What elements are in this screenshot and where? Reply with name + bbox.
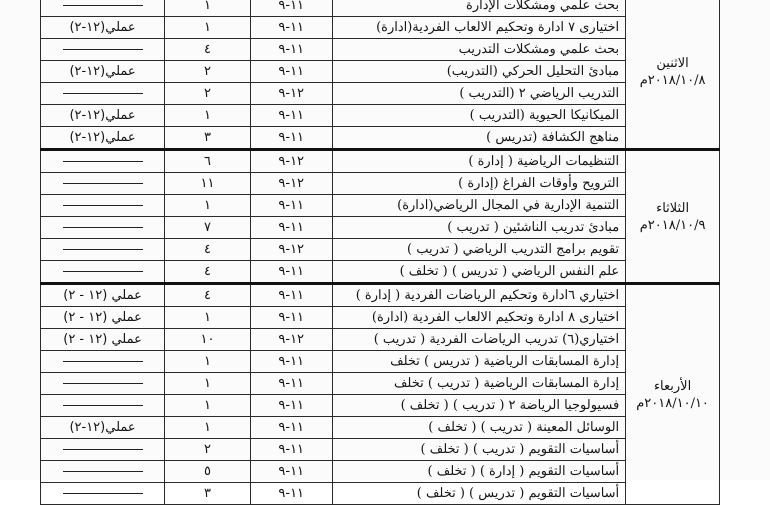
- time-cell: ١١-٩: [250, 284, 332, 307]
- note-cell: [41, 83, 165, 105]
- subject-cell: التنمية الإدارية في المجال الرياضي(ادارة): [332, 195, 626, 217]
- note-cell: [41, 373, 165, 395]
- note-cell: [41, 483, 165, 505]
- empty-note-dash: [63, 205, 143, 206]
- time-cell: ١٢-٩: [250, 150, 332, 173]
- subject-cell: مناهج الكشافة (تدريس ): [332, 127, 626, 150]
- note-cell: عملي(١٢-٢): [41, 417, 165, 439]
- note-cell: [41, 261, 165, 284]
- time-cell: ١٢-٩: [250, 239, 332, 261]
- hall-cell: ١: [165, 17, 251, 39]
- day-name: الاثنين: [656, 55, 689, 71]
- schedule-row: [41, 0, 720, 17]
- schedule-row: [41, 373, 720, 395]
- exam-schedule-table: [40, 0, 720, 505]
- day-name: الثلاثاء: [656, 200, 690, 216]
- hall-cell: ٤: [165, 39, 251, 61]
- note-cell: عملي(١٢-٢): [41, 61, 165, 83]
- hall-cell: ١١: [165, 173, 251, 195]
- time-cell: ١١-٩: [250, 351, 332, 373]
- empty-note-dash: [63, 227, 143, 228]
- note-cell: [41, 173, 165, 195]
- time-cell: ١١-٩: [250, 17, 332, 39]
- time-cell: ١٢-٩: [250, 173, 332, 195]
- schedule-row: [41, 261, 720, 284]
- schedule-row: [41, 173, 720, 195]
- empty-note-dash: [63, 249, 143, 250]
- schedule-row: [41, 461, 720, 483]
- hall-cell: ١: [165, 307, 251, 329]
- time-cell: ١١-٩: [250, 195, 332, 217]
- schedule-row: [41, 395, 720, 417]
- schedule-row: [41, 284, 720, 307]
- day-date: ٢٠١٨/١٠/٩م: [639, 217, 706, 233]
- note-cell: عملي (١٢ - ٢): [41, 284, 165, 307]
- time-cell: ١١-٩: [250, 307, 332, 329]
- note-cell: [41, 439, 165, 461]
- hall-cell: ٤: [165, 261, 251, 284]
- subject-cell: تقويم برامج التدريب الرياضي ( تدريب ): [332, 239, 626, 261]
- empty-note-dash: [63, 93, 143, 94]
- time-cell: ١١-٩: [250, 461, 332, 483]
- hall-cell: ٧: [165, 217, 251, 239]
- note-cell: [41, 239, 165, 261]
- subject-cell: التدريب الرياضي ٢ (التدريب ): [332, 83, 626, 105]
- note-cell: عملي (١٢ - ٢): [41, 307, 165, 329]
- empty-note-dash: [63, 471, 143, 472]
- subject-cell: التنظيمات الرياضية ( إدارة ): [332, 150, 626, 173]
- day-name: الأربعاء: [653, 378, 692, 394]
- empty-note-dash: [63, 493, 143, 494]
- day-cell: [626, 150, 720, 284]
- time-cell: ١١-٩: [250, 39, 332, 61]
- time-cell: ١١-٩: [250, 439, 332, 461]
- subject-cell: مبادئ تدريب الناشئين ( تدريب ): [332, 217, 626, 239]
- subject-cell: إدارة المسابقات الرياضية ( تدريب ) تخلف: [332, 373, 626, 395]
- hall-cell: ١٠: [165, 329, 251, 351]
- note-cell: [41, 461, 165, 483]
- note-cell: [41, 39, 165, 61]
- schedule-row: [41, 351, 720, 373]
- time-cell: ١١-٩: [250, 127, 332, 150]
- time-cell: ١١-٩: [250, 373, 332, 395]
- hall-cell: ١: [165, 105, 251, 127]
- subject-cell: اختياري ٦ادارة وتحكيم الرياضات الفردية ( إدارة ): [332, 284, 626, 307]
- subject-cell: علم النفس الرياضي ( تدريس ) ( تخلف ): [332, 261, 626, 284]
- empty-note-dash: [63, 383, 143, 384]
- time-cell: ١١-٩: [250, 261, 332, 284]
- schedule-row: [41, 195, 720, 217]
- time-cell: ١١-٩: [250, 417, 332, 439]
- note-cell: [41, 0, 165, 17]
- schedule-row: [41, 127, 720, 150]
- day-date: ٢٠١٨/١٠/٨م: [639, 72, 706, 88]
- time-cell: ١٢-٩: [250, 329, 332, 351]
- hall-cell: ٣: [165, 127, 251, 150]
- time-cell: ١٢-٩: [250, 83, 332, 105]
- time-cell: ١١-٩: [250, 0, 332, 17]
- time-cell: ١١-٩: [250, 217, 332, 239]
- hall-cell: ١: [165, 195, 251, 217]
- schedule-row: [41, 17, 720, 39]
- empty-note-dash: [63, 161, 143, 162]
- hall-cell: ١: [165, 0, 251, 17]
- hall-cell: ٤: [165, 284, 251, 307]
- schedule-row: [41, 417, 720, 439]
- note-cell: عملي(١٢-٢): [41, 17, 165, 39]
- time-cell: ١١-٩: [250, 61, 332, 83]
- hall-cell: ٣: [165, 483, 251, 505]
- subject-cell: فسيولوجيا الرياضة ٢ ( تدريب ) ( تخلف ): [332, 395, 626, 417]
- hall-cell: ١: [165, 351, 251, 373]
- empty-note-dash: [63, 183, 143, 184]
- hall-cell: ٢: [165, 439, 251, 461]
- schedule-row: [41, 483, 720, 505]
- day-cell: [626, 284, 720, 505]
- subject-cell: اختياري(٦) تدريب الرياضات الفردية ( تدريب ): [332, 329, 626, 351]
- note-cell: عملي (١٢ - ٢): [41, 329, 165, 351]
- schedule-row: [41, 439, 720, 461]
- note-cell: عملي(١٢-٢): [41, 127, 165, 150]
- hall-cell: ٥: [165, 461, 251, 483]
- hall-cell: ١: [165, 373, 251, 395]
- subject-cell: مبادئ التحليل الحركي (التدريب): [332, 61, 626, 83]
- time-cell: ١١-٩: [250, 395, 332, 417]
- subject-cell: اختيارى ٨ ادارة وتحكيم الالعاب الفردية (ادارة): [332, 307, 626, 329]
- empty-note-dash: [63, 271, 143, 272]
- empty-note-dash: [63, 405, 143, 406]
- schedule-row: [41, 39, 720, 61]
- note-cell: عملي(١٢-٢): [41, 105, 165, 127]
- subject-cell: الميكانيكا الحيوية (التدريب ): [332, 105, 626, 127]
- hall-cell: ١: [165, 395, 251, 417]
- schedule-row: [41, 307, 720, 329]
- empty-note-dash: [63, 49, 143, 50]
- schedule-row: [41, 83, 720, 105]
- subject-cell: أساسيات التقويم ( تدريب ) ( تخلف ): [332, 439, 626, 461]
- note-cell: [41, 395, 165, 417]
- schedule-row: [41, 329, 720, 351]
- hall-cell: ٢: [165, 61, 251, 83]
- empty-note-dash: [63, 5, 143, 6]
- subject-cell: بحث علمي ومشكلات التدريب: [332, 39, 626, 61]
- hall-cell: ٦: [165, 150, 251, 173]
- schedule-row: [41, 150, 720, 173]
- time-cell: ١١-٩: [250, 105, 332, 127]
- note-cell: [41, 351, 165, 373]
- subject-cell: اختيارى ٧ ادارة وتحكيم الالعاب الفردية(ادارة): [332, 17, 626, 39]
- subject-cell: أساسيات التقويم ( إدارة ) ( تخلف ): [332, 461, 626, 483]
- hall-cell: ٤: [165, 239, 251, 261]
- note-cell: [41, 217, 165, 239]
- schedule-row: [41, 61, 720, 83]
- subject-cell: بحث علمي ومشكلات الإدارة: [332, 0, 626, 17]
- time-cell: ١١-٩: [250, 483, 332, 505]
- schedule-row: [41, 105, 720, 127]
- subject-cell: الوسائل المعينة ( تدريب ) ( تخلف ): [332, 417, 626, 439]
- hall-cell: ١: [165, 417, 251, 439]
- empty-note-dash: [63, 449, 143, 450]
- day-date: ٢٠١٨/١٠/١٠م: [636, 395, 709, 411]
- note-cell: [41, 150, 165, 173]
- subject-cell: أساسيات التقويم ( تدريس ) ( تخلف ): [332, 483, 626, 505]
- day-cell: [626, 0, 720, 150]
- note-cell: [41, 195, 165, 217]
- schedule-body: [41, 0, 720, 505]
- schedule-row: [41, 239, 720, 261]
- empty-note-dash: [63, 361, 143, 362]
- subject-cell: الترويح وأوقات الفراغ (إدارة ): [332, 173, 626, 195]
- schedule-row: [41, 217, 720, 239]
- subject-cell: إدارة المسابقات الرياضية ( تدريس ) تخلف: [332, 351, 626, 373]
- hall-cell: ٢: [165, 83, 251, 105]
